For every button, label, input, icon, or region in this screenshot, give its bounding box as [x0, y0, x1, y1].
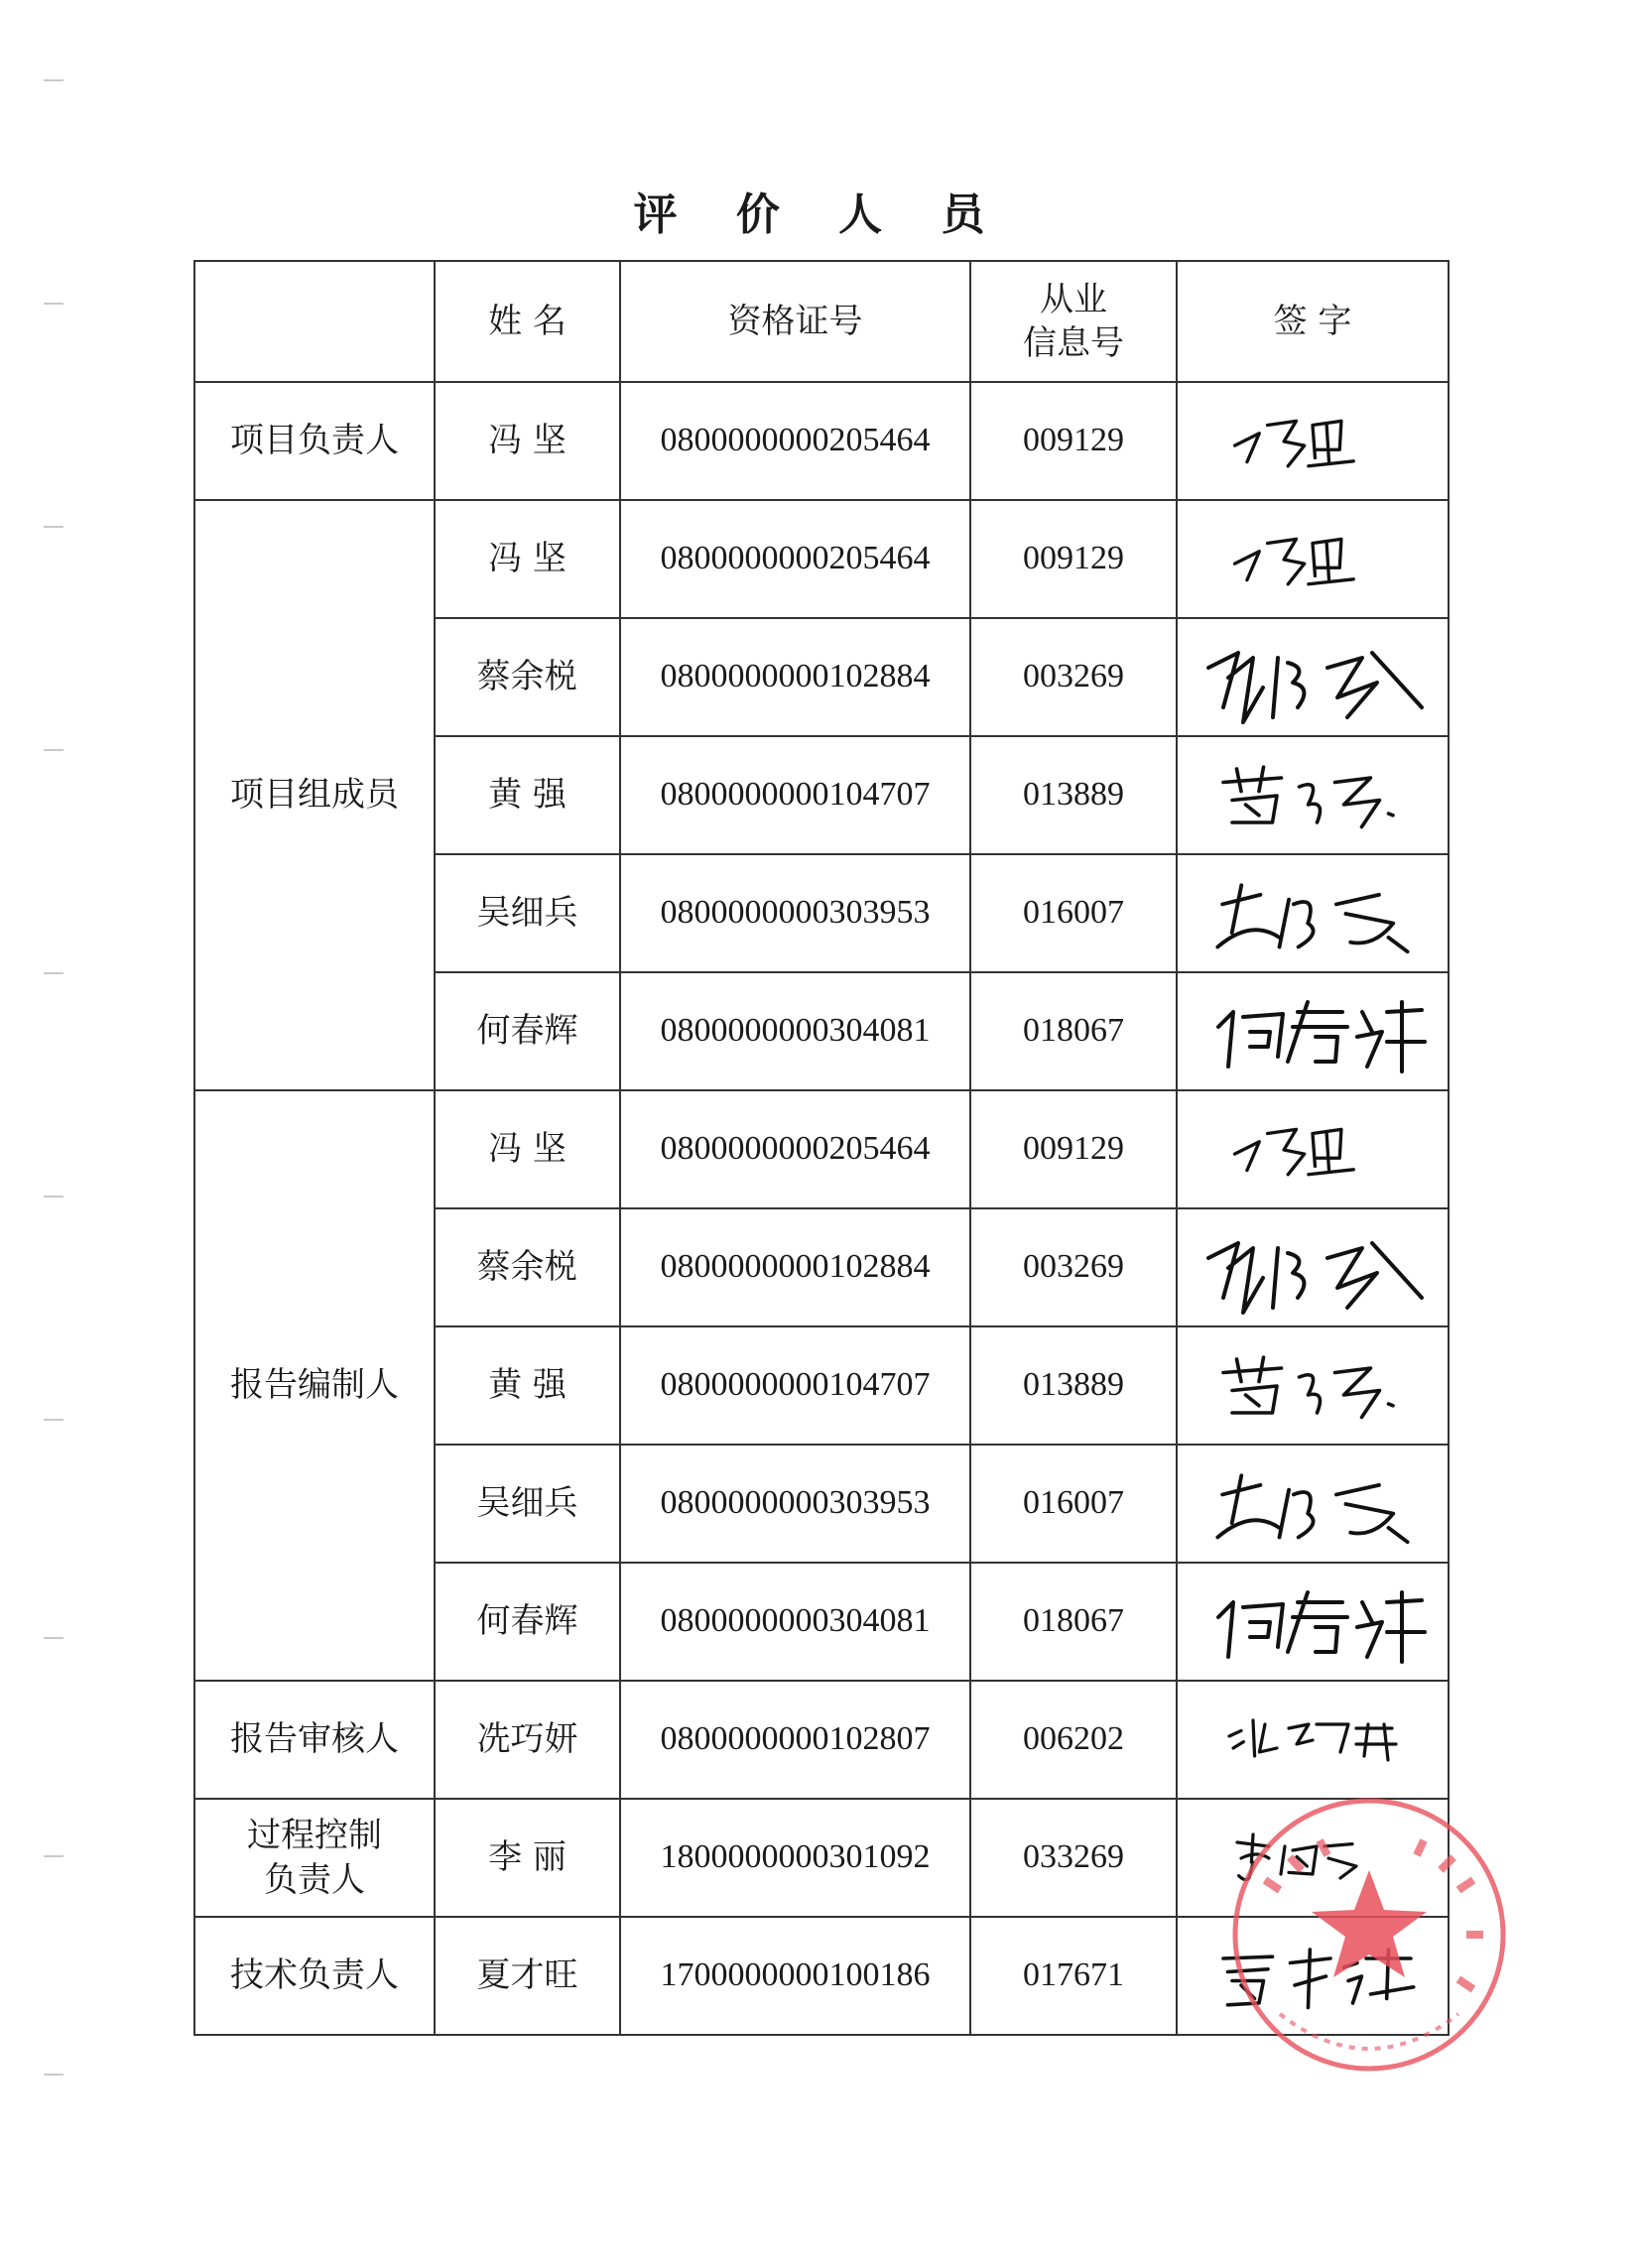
signature-stroke: [1273, 1248, 1304, 1308]
info-cell: 003269: [970, 618, 1177, 736]
signature-image: [1218, 397, 1407, 486]
cert-cell: 0800000000205464: [620, 500, 970, 618]
signature-stroke: [1300, 1368, 1380, 1418]
name-cell: 冯 坚: [435, 500, 620, 618]
cert-cell: 0800000000304081: [620, 1563, 970, 1681]
role-cell: 项目组成员: [194, 500, 435, 1090]
name-cell: 吴细兵: [435, 854, 620, 972]
info-cell: 018067: [970, 972, 1177, 1090]
signature-cell: [1177, 382, 1449, 500]
signature-stroke: [1223, 1357, 1282, 1413]
signature-cell: [1177, 736, 1449, 854]
signature-stroke: [1229, 1720, 1277, 1756]
signature-stroke: [1208, 1243, 1263, 1313]
header-info-line1: 从业: [1040, 279, 1107, 319]
table-row: [194, 500, 1449, 618]
signature-stroke: [1336, 1484, 1408, 1541]
name-cell: 李 丽: [435, 1799, 620, 1917]
signature-cell: [1177, 972, 1449, 1090]
signature-stroke: [1217, 1475, 1279, 1537]
cert-cell: 0800000000102884: [620, 618, 970, 736]
cert-cell: 0800000000102884: [620, 1208, 970, 1326]
info-cell: 018067: [970, 1563, 1177, 1681]
signature-stroke: [1223, 767, 1282, 822]
signature-stroke: [1235, 1129, 1305, 1174]
signature-stroke: [1280, 899, 1314, 946]
signature-cell: [1177, 618, 1449, 736]
signature-cell: [1177, 1208, 1449, 1326]
role-line2: 负责人: [264, 1859, 365, 1900]
signature-cell: [1177, 1326, 1449, 1445]
signature-stroke: [1327, 1243, 1422, 1308]
cert-cell: 0800000000304081: [620, 972, 970, 1090]
cert-cell: 0800000000104707: [620, 736, 970, 854]
signature-stroke: [1327, 653, 1422, 717]
cert-cell: 1700000000100186: [620, 1917, 970, 2035]
cert-cell: 0800000000303953: [620, 854, 970, 972]
table-row: [194, 382, 1449, 500]
signature-image: [1198, 1573, 1427, 1672]
name-cell: 蔡余棁: [435, 618, 620, 736]
margin-tick: [44, 1419, 63, 1421]
header-info-line2: 信息号: [1023, 323, 1124, 363]
seal-star-icon: [1312, 1870, 1427, 1977]
header-role: [194, 261, 435, 382]
signature-stroke: [1357, 1592, 1425, 1662]
name-cell: 冯 坚: [435, 1090, 620, 1208]
table-row: [194, 1681, 1449, 1799]
company-seal: [1171, 1786, 1538, 2083]
signature-cell: [1177, 854, 1449, 972]
signature-image: [1203, 1454, 1422, 1554]
cert-cell: 0800000000303953: [620, 1445, 970, 1563]
signature-stroke: [1389, 814, 1394, 816]
header-info: [970, 261, 1177, 382]
header-sign: 签 字: [1177, 261, 1449, 382]
name-cell: 何春辉: [435, 1563, 620, 1681]
cert-cell: 0800000000205464: [620, 1090, 970, 1208]
header-row: [194, 261, 1449, 382]
signature-stroke: [1218, 1602, 1283, 1657]
signature-image: [1203, 1341, 1422, 1431]
name-cell: 吴细兵: [435, 1445, 620, 1563]
signature-stroke: [1218, 1012, 1283, 1067]
signature-stroke: [1357, 1002, 1425, 1071]
name-cell: 黄 强: [435, 736, 620, 854]
name-cell: 冯 坚: [435, 382, 620, 500]
role-cell: 报告编制人: [194, 1090, 435, 1681]
cert-cell: 0800000000104707: [620, 1326, 970, 1445]
signature-stroke: [1288, 1592, 1347, 1652]
signature-stroke: [1309, 421, 1353, 465]
info-cell: 009129: [970, 500, 1177, 618]
signature-cell: [1177, 1090, 1449, 1208]
signature-image: [1203, 751, 1422, 840]
info-cell: 013889: [970, 1326, 1177, 1445]
role-line1: 过程控制: [247, 1816, 382, 1856]
personnel-table: [193, 260, 1450, 2036]
info-cell: 009129: [970, 1090, 1177, 1208]
name-cell: 冼巧妍: [435, 1681, 620, 1799]
signature-stroke: [1217, 885, 1279, 946]
header-cert: 资格证号: [620, 261, 970, 382]
margin-tick: [44, 79, 63, 81]
signature-image: [1198, 982, 1427, 1081]
info-cell: 006202: [970, 1681, 1177, 1799]
signature-stroke: [1288, 1002, 1347, 1062]
role-cell: [194, 1799, 435, 1917]
info-cell: 016007: [970, 1445, 1177, 1563]
seal-number-marks: [1280, 2014, 1458, 2049]
signature-image: [1198, 628, 1427, 727]
name-cell: 何春辉: [435, 972, 620, 1090]
info-cell: 003269: [970, 1208, 1177, 1326]
signature-cell: [1177, 1445, 1449, 1563]
signature-image: [1198, 1218, 1427, 1318]
role-cell: 技术负责人: [194, 1917, 435, 2035]
signature-stroke: [1235, 421, 1305, 465]
info-cell: 016007: [970, 854, 1177, 972]
margin-tick: [44, 1855, 63, 1857]
signature-cell: [1177, 500, 1449, 618]
margin-tick: [44, 2074, 63, 2076]
signature-image: [1218, 1105, 1407, 1195]
margin-tick: [44, 972, 63, 974]
signature-image: [1218, 515, 1407, 604]
header-name: 姓 名: [435, 261, 620, 382]
name-cell: 蔡余棁: [435, 1208, 620, 1326]
info-cell: 013889: [970, 736, 1177, 854]
signature-stroke: [1289, 1724, 1348, 1752]
cert-cell: 0800000000205464: [620, 382, 970, 500]
info-cell: 017671: [970, 1917, 1177, 2035]
margin-tick: [44, 526, 63, 528]
table-row: [194, 1090, 1449, 1208]
signature-image: [1203, 864, 1422, 963]
signature-stroke: [1309, 539, 1353, 583]
margin-tick: [44, 1637, 63, 1639]
signature-stroke: [1280, 1489, 1314, 1537]
info-cell: 033269: [970, 1799, 1177, 1917]
name-cell: 夏才旺: [435, 1917, 620, 2035]
signature-image: [1198, 1701, 1427, 1780]
signature-stroke: [1336, 894, 1408, 950]
signature-stroke: [1309, 1129, 1353, 1174]
margin-tick: [44, 749, 63, 751]
margin-tick: [44, 1196, 63, 1197]
signature-stroke: [1235, 539, 1305, 583]
cert-cell: 0800000000102807: [620, 1681, 970, 1799]
cert-cell: 1800000000301092: [620, 1799, 970, 1917]
page-title: 评 价 人 员: [633, 189, 1007, 240]
signature-cell: [1177, 1681, 1449, 1799]
info-cell: 009129: [970, 382, 1177, 500]
signature-cell: [1177, 1563, 1449, 1681]
margin-tick: [44, 303, 63, 305]
role-cell: 报告审核人: [194, 1681, 435, 1799]
signature-stroke: [1208, 653, 1263, 722]
signature-stroke: [1389, 1404, 1394, 1406]
role-cell: 项目负责人: [194, 382, 435, 500]
signature-stroke: [1300, 778, 1380, 827]
signature-stroke: [1356, 1724, 1396, 1760]
signature-stroke: [1273, 658, 1304, 717]
name-cell: 黄 强: [435, 1326, 620, 1445]
